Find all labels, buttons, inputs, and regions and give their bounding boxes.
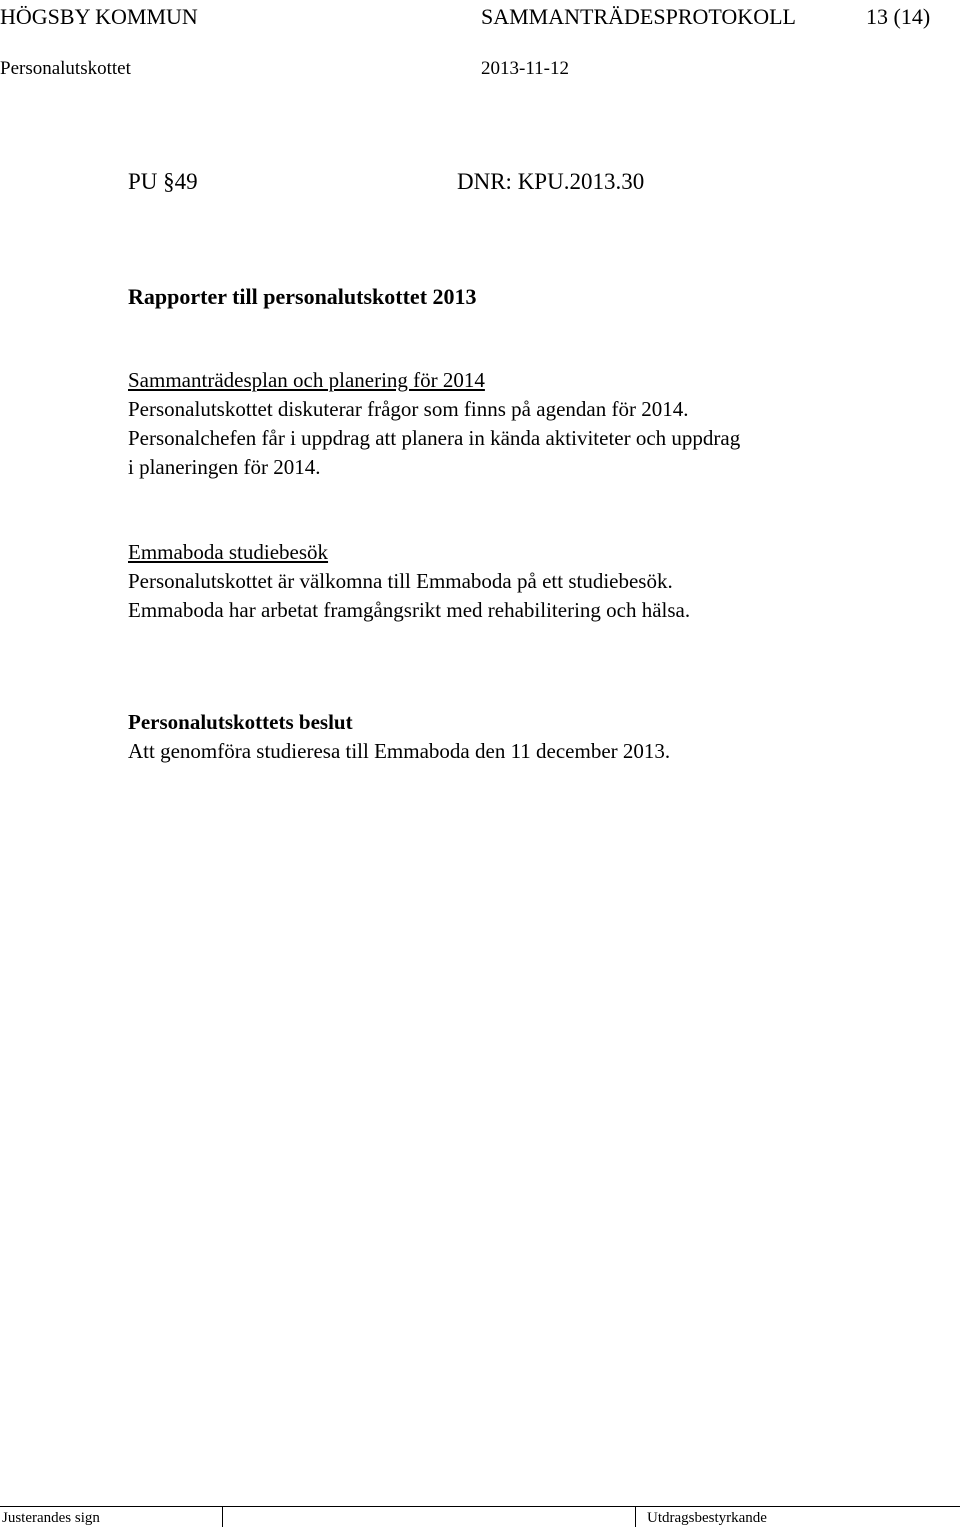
- section-line: Personalutskottet diskuterar frågor som finns på agendan för 2014.: [128, 397, 689, 421]
- footer-extract-label: Utdragsbestyrkande: [647, 1510, 767, 1526]
- decision-heading: Personalutskottets beslut: [128, 710, 353, 734]
- doc-type: SAMMANTRÄDESPROTOKOLL: [481, 4, 796, 29]
- footer-sign-label: Justerandes sign: [2, 1510, 100, 1526]
- footer-divider: [635, 1507, 636, 1527]
- case-paragraph: PU §49: [128, 169, 198, 194]
- page-number: 13 (14): [866, 4, 931, 29]
- section-heading: Emmaboda studiebesök: [128, 540, 329, 564]
- footer-divider: [222, 1507, 223, 1527]
- page-title: Rapporter till personalutskottet 2013: [128, 284, 477, 309]
- section-study-visit: [128, 538, 690, 625]
- section-line: i planeringen för 2014.: [128, 455, 321, 479]
- org-name: HÖGSBY KOMMUN: [0, 4, 198, 29]
- section-line: Personalutskottet är välkomna till Emmaboda på ett studiebesök.: [128, 569, 673, 593]
- footer-rule: [0, 1506, 960, 1507]
- section-planning: [128, 366, 740, 482]
- meeting-date: 2013-11-12: [481, 58, 569, 79]
- decision-block: [128, 708, 670, 766]
- section-heading: Sammanträdesplan och planering för 2014: [128, 368, 485, 392]
- committee-name: Personalutskottet: [0, 58, 131, 79]
- case-dnr: DNR: KPU.2013.30: [457, 169, 645, 194]
- decision-text: Att genomföra studieresa till Emmaboda den 11 december 2013.: [128, 739, 671, 763]
- section-line: Emmaboda har arbetat framgångsrikt med rehabilitering och hälsa.: [128, 598, 691, 622]
- section-line: Personalchefen får i uppdrag att planera in kända aktiviteter och uppdrag: [128, 426, 741, 450]
